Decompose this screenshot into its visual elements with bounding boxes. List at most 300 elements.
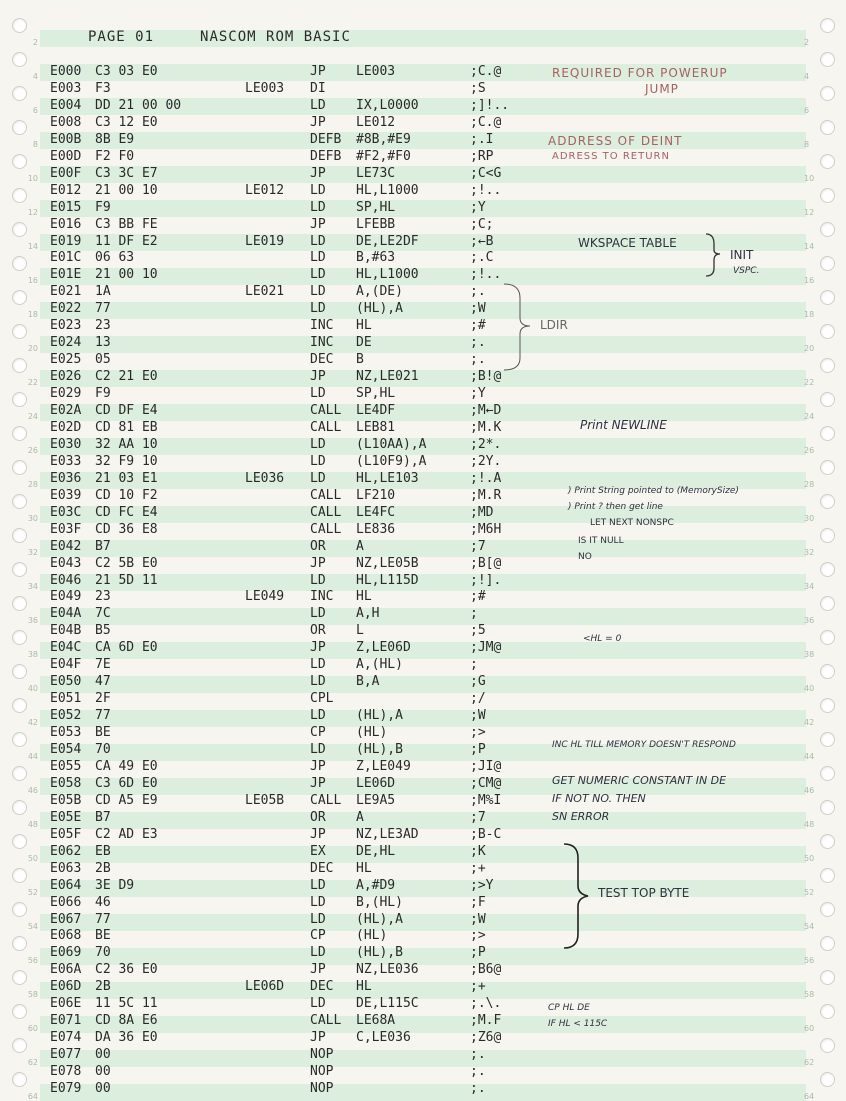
form-line-number: 36 [804, 616, 815, 625]
listing-addr: E039 [50, 487, 82, 503]
listing-op: LD [310, 97, 326, 113]
greenbar-stripe [40, 336, 806, 353]
listing-hex: 7E [95, 657, 111, 673]
form-line-number: 40 [804, 684, 815, 693]
listing-operand: LE73C [356, 165, 396, 181]
feed-hole [820, 596, 835, 611]
greenbar-stripe [40, 846, 806, 863]
feed-hole [12, 800, 27, 815]
listing-comment: ;> [470, 725, 486, 741]
listing-hex: 32 AA 10 [95, 436, 158, 452]
listing-hex: F9 [95, 386, 111, 402]
listing-comment: ;RP [470, 148, 494, 164]
listing-addr: E029 [50, 386, 82, 402]
listing-op: DEC [310, 979, 334, 995]
feed-hole [12, 868, 27, 883]
listing-comment: ; [470, 606, 478, 622]
feed-hole [12, 52, 27, 67]
feed-hole [12, 120, 27, 135]
listing-hex: 00 [95, 1081, 111, 1096]
form-line-number: 22 [804, 378, 815, 387]
listing-operand: DE,L115C [356, 996, 419, 1012]
form-line-number: 58 [804, 990, 815, 999]
greenbar-stripe [40, 676, 806, 693]
feed-hole [820, 766, 835, 781]
annotation-numeric-constant: GET NUMERIC CONSTANT IN DE [552, 774, 727, 787]
listing-operand: (HL),B [356, 742, 403, 757]
listing-op: LD [310, 572, 326, 588]
form-line-number: 42 [804, 718, 815, 727]
listing-op: CALL [310, 419, 342, 435]
listing-hex: 46 [95, 894, 111, 910]
feed-hole [820, 630, 835, 645]
listing-operand: B,A [356, 674, 380, 690]
form-line-number: 54 [804, 922, 815, 931]
listing-operand: HL [356, 979, 372, 995]
annotation-if-hl: IF HL < 115C [548, 1019, 608, 1029]
listing-comment: ;M←D [470, 403, 502, 418]
listing-op: JP [310, 758, 326, 774]
feed-hole [820, 494, 835, 509]
annotation-newline: Print NEWLINE [580, 418, 667, 432]
form-line-number: 44 [804, 752, 815, 761]
listing-comment: ;MD [470, 504, 494, 520]
listing-hex: 2B [95, 979, 111, 995]
listing-operand: NZ,LE3AD [356, 826, 419, 842]
feed-hole [12, 222, 27, 237]
feed-hole [820, 698, 835, 713]
listing-op: JP [310, 962, 326, 978]
listing-comment: ;# [470, 318, 486, 334]
form-line-number: 26 [27, 446, 38, 455]
listing-hex: 06 63 [95, 250, 135, 266]
feed-hole [12, 256, 27, 271]
listing-hex: C2 AD E3 [95, 826, 158, 842]
feed-hole [820, 358, 835, 373]
form-line-number: 38 [27, 650, 38, 659]
listing-op: NOP [310, 1081, 334, 1096]
listing-comment: ;. [470, 1064, 486, 1080]
listing-operand: NZ,LE036 [356, 962, 419, 978]
annotation-no: NO [578, 552, 592, 562]
feed-hole [820, 188, 835, 203]
feed-hole [820, 562, 835, 577]
listing-op: LD [310, 894, 326, 910]
form-line-number: 28 [27, 480, 38, 489]
greenbar-stripe [40, 914, 806, 931]
listing-addr: E077 [50, 1047, 82, 1063]
listing-hex: 11 DF E2 [95, 233, 158, 249]
listing-hex: C3 6D E0 [95, 775, 158, 791]
listing-op: JP [310, 640, 326, 656]
feed-hole [820, 970, 835, 985]
listing-op: OR [310, 538, 326, 554]
feed-hole [820, 1038, 835, 1053]
listing-op: JP [310, 826, 326, 842]
listing-addr: E053 [50, 725, 82, 741]
listing-operand: B [356, 352, 364, 368]
listing-addr: E022 [50, 301, 82, 317]
form-line-number: 4 [32, 72, 38, 81]
listing-hex: 70 [95, 945, 111, 961]
listing-addr: E055 [50, 758, 82, 774]
listing-addr: E051 [50, 691, 82, 707]
listing-addr: E067 [50, 911, 82, 927]
form-line-number: 64 [804, 1092, 815, 1101]
form-line-number: 14 [804, 242, 815, 251]
listing-comment: ;F [470, 894, 486, 910]
listing-hex: 21 00 10 [95, 182, 158, 198]
listing-operand: NZ,LE021 [356, 369, 419, 385]
form-line-number: 48 [804, 820, 815, 829]
listing-addr: E079 [50, 1081, 82, 1096]
feed-hole [820, 664, 835, 679]
listing-op: JP [310, 369, 326, 385]
listing-op: OR [310, 809, 326, 825]
listing-comment: ;+ [470, 860, 486, 876]
listing-comment: ;W [470, 301, 486, 317]
listing-operand: HL [356, 860, 372, 876]
listing-op: INC [310, 318, 334, 334]
listing-op: LD [310, 233, 326, 249]
form-line-number: 38 [804, 650, 815, 659]
listing-comment: ;.I [470, 131, 494, 147]
listing-comment: ;7 [470, 809, 486, 825]
listing-comment: ;K [470, 843, 486, 859]
listing-addr: E025 [50, 352, 82, 368]
listing-hex: 21 5D 11 [95, 572, 158, 588]
listing-addr: E04B [50, 623, 82, 639]
listing-addr: E05B [50, 792, 82, 808]
feed-hole [12, 290, 27, 305]
listing-comment: ;W [470, 911, 486, 927]
form-line-number: 8 [32, 140, 38, 149]
listing-comment: ;B6@ [470, 962, 502, 978]
listing-comment: ;C; [470, 216, 494, 232]
listing-comment: ;M.K [470, 419, 502, 435]
listing-operand: HL,L115D [356, 572, 419, 588]
listing-addr: E052 [50, 708, 82, 724]
feed-hole [12, 324, 27, 339]
greenbar-stripe [40, 710, 806, 727]
form-line-number: 34 [804, 582, 815, 591]
listing-comment: ;P [470, 945, 486, 961]
listing-operand: (HL),B [356, 945, 403, 961]
listing-op: LD [310, 436, 326, 452]
form-line-number: 24 [804, 412, 815, 421]
form-line-number: 26 [804, 446, 815, 455]
feed-hole [12, 970, 27, 985]
listing-addr: E06A [50, 962, 82, 978]
listing-operand: NZ,LE05B [356, 555, 419, 571]
listing-op: LD [310, 250, 326, 266]
listing-addr: E021 [50, 284, 82, 300]
listing-addr: E054 [50, 742, 82, 757]
listing-addr: E02A [50, 403, 82, 418]
greenbar-stripe [40, 608, 806, 625]
listing-comment: ;# [470, 589, 486, 605]
listing-hex: 3E D9 [95, 877, 135, 893]
feed-hole [820, 256, 835, 271]
listing-comment: ;!.. [470, 182, 502, 198]
listing-addr: E036 [50, 470, 82, 486]
listing-op: INC [310, 589, 334, 605]
listing-op: NOP [310, 1047, 334, 1063]
listing-op: CALL [310, 521, 342, 537]
listing-op: LD [310, 877, 326, 893]
feed-hole [820, 732, 835, 747]
listing-hex: 2F [95, 691, 111, 707]
listing-op: CPL [310, 691, 334, 707]
listing-comment: ;> [470, 928, 486, 944]
form-line-number: 58 [27, 990, 38, 999]
annotation-vspc: VSPC. [733, 266, 760, 276]
listing-addr: E016 [50, 216, 82, 232]
form-line-number: 16 [804, 276, 815, 285]
listing-addr: E063 [50, 860, 82, 876]
feed-hole [12, 1038, 27, 1053]
form-line-number: 2 [804, 38, 810, 47]
listing-addr: E042 [50, 538, 82, 554]
listing-operand: HL [356, 318, 372, 334]
listing-addr: E00F [50, 165, 82, 181]
form-line-number: 52 [804, 888, 815, 897]
listing-addr: E066 [50, 894, 82, 910]
listing-operand: A,#D9 [356, 877, 396, 893]
page-label: PAGE 01 [88, 29, 155, 45]
feed-hole [12, 630, 27, 645]
listing-hex: B7 [95, 538, 111, 554]
listing-hex: CD 36 E8 [95, 521, 158, 537]
listing-hex: C2 5B E0 [95, 555, 158, 571]
form-line-number: 12 [804, 208, 815, 217]
listing-op: CALL [310, 792, 342, 808]
listing-addr: E043 [50, 555, 82, 571]
feed-hole [12, 562, 27, 577]
annotation-init: INIT [730, 248, 754, 262]
ldir-brace [500, 282, 540, 372]
form-line-number: 12 [27, 208, 38, 217]
listing-op: CP [310, 725, 326, 741]
listing-comment: ;.C [470, 250, 494, 266]
listing-label: LE003 [245, 80, 285, 96]
listing-hex: BE [95, 928, 111, 944]
listing-operand: A [356, 538, 364, 554]
listing-hex: F3 [95, 80, 111, 96]
listing-hex: DA 36 E0 [95, 1030, 158, 1046]
form-line-number: 6 [804, 106, 810, 115]
listing-comment: ;>Y [470, 877, 494, 893]
feed-hole [12, 494, 27, 509]
listing-addr: E064 [50, 877, 82, 893]
listing-comment: ;M.F [470, 1013, 502, 1029]
listing-op: LD [310, 945, 326, 961]
listing-addr: E003 [50, 80, 82, 96]
listing-addr: E024 [50, 335, 82, 351]
listing-addr: E062 [50, 843, 82, 859]
feed-hole [12, 902, 27, 917]
feed-hole [820, 528, 835, 543]
listing-hex: C3 12 E0 [95, 114, 158, 130]
form-line-number: 22 [27, 378, 38, 387]
listing-operand: DE,LE2DF [356, 233, 419, 249]
feed-hole [12, 86, 27, 101]
listing-comment: ;5 [470, 623, 486, 639]
listing-comment: ;G [470, 674, 486, 690]
listing-hex: 32 F9 10 [95, 453, 158, 469]
listing-hex: B7 [95, 809, 111, 825]
listing-addr: E000 [50, 64, 82, 79]
form-line-number: 40 [27, 684, 38, 693]
listing-comment: ;M%I [470, 792, 502, 808]
feed-hole [820, 154, 835, 169]
listing-addr: E015 [50, 199, 82, 215]
listing-op: CALL [310, 1013, 342, 1029]
listing-operand: Z,LE06D [356, 640, 411, 656]
listing-comment: ;!]. [470, 572, 502, 588]
feed-hole [820, 324, 835, 339]
listing-comment: ;/ [470, 691, 486, 707]
listing-addr: E074 [50, 1030, 82, 1046]
listing-comment: ;B[@ [470, 555, 502, 571]
listing-addr: E033 [50, 453, 82, 469]
listing-comment: ;. [470, 1081, 486, 1096]
form-line-number: 62 [804, 1058, 815, 1067]
form-line-number: 30 [804, 514, 815, 523]
annotation-not-number: IF NOT NO. THEN [552, 792, 646, 805]
listing-label: LE049 [245, 589, 285, 605]
greenbar-stripe [40, 1050, 806, 1067]
listing-comment: ;M6H [470, 521, 502, 537]
listing-operand: (HL) [356, 928, 388, 944]
listing-comment: ;B!@ [470, 369, 502, 385]
listing-comment: ;CM@ [470, 775, 502, 791]
listing-op: CP [310, 928, 326, 944]
feed-hole [12, 154, 27, 169]
feed-hole [12, 766, 27, 781]
feed-hole [12, 18, 27, 33]
form-line-number: 50 [27, 854, 38, 863]
listing-hex: 13 [95, 335, 111, 351]
listing-operand: SP,HL [356, 386, 396, 402]
form-line-number: 60 [804, 1024, 815, 1033]
listing-op: LD [310, 911, 326, 927]
listing-operand: LFEBB [356, 216, 396, 232]
annotation-null: IS IT NULL [578, 536, 624, 546]
feed-hole [12, 834, 27, 849]
feed-hole [820, 392, 835, 407]
form-line-number: 18 [27, 310, 38, 319]
listing-operand: IX,L0000 [356, 97, 419, 113]
listing-addr: E06E [50, 996, 82, 1012]
listing-hex: 77 [95, 301, 111, 317]
form-line-number: 42 [27, 718, 38, 727]
feed-hole [12, 664, 27, 679]
listing-op: CALL [310, 487, 342, 503]
feed-hole [12, 1072, 27, 1087]
form-line-number: 10 [27, 174, 38, 183]
wkspace-brace [700, 230, 740, 280]
listing-operand: #8B,#E9 [356, 131, 411, 147]
listing-comment: ;.\. [470, 996, 502, 1012]
listing-op: JP [310, 165, 326, 181]
listing-addr: E008 [50, 114, 82, 130]
form-line-number: 24 [27, 412, 38, 421]
listing-comment: ;Z6@ [470, 1030, 502, 1046]
listing-addr: E058 [50, 775, 82, 791]
listing-comment: ;S [470, 80, 486, 96]
annotation-deint: ADDRESS OF DEINT [548, 134, 683, 148]
listing-hex: 00 [95, 1047, 111, 1063]
form-line-number: 16 [27, 276, 38, 285]
listing-operand: A,H [356, 606, 380, 622]
listing-operand: SP,HL [356, 199, 396, 215]
listing-op: LD [310, 742, 326, 757]
listing-op: LD [310, 996, 326, 1012]
listing-operand: DE [356, 335, 372, 351]
listing-addr: E068 [50, 928, 82, 944]
listing-hex: CD FC E4 [95, 504, 158, 520]
listing-addr: E05E [50, 809, 82, 825]
listing-addr: E023 [50, 318, 82, 334]
listing-operand: LE4FC [356, 504, 396, 520]
listing-addr: E04A [50, 606, 82, 622]
listing-comment: ;!.A [470, 470, 502, 486]
form-line-number: 18 [804, 310, 815, 319]
form-line-number: 28 [804, 480, 815, 489]
annotation-print-string: ) Print String pointed to (MemorySize) [568, 486, 739, 496]
annotation-powerup: REQUIRED FOR POWERUP [552, 66, 728, 80]
listing-comment: ; [470, 657, 478, 673]
feed-hole [12, 732, 27, 747]
listing-op: DEC [310, 352, 334, 368]
listing-label: LE06D [245, 979, 285, 995]
annotation-jump: JUMP [645, 82, 679, 96]
listing-hex: 77 [95, 708, 111, 724]
test-top-byte-brace [560, 842, 596, 952]
feed-hole [820, 222, 835, 237]
annotation-cp-hl-de: CP HL DE [548, 1003, 590, 1013]
listing-hex: 23 [95, 589, 111, 605]
listing-addr: E050 [50, 674, 82, 690]
listing-op: LD [310, 182, 326, 198]
feed-hole [820, 52, 835, 67]
listing-hex: C2 21 E0 [95, 369, 158, 385]
listing-op: OR [310, 623, 326, 639]
listing-hex: F2 F0 [95, 148, 135, 164]
annotation-hl-zero: <HL = 0 [583, 634, 622, 644]
listing-addr: E05F [50, 826, 82, 842]
form-line-number: 62 [27, 1058, 38, 1067]
feed-hole [820, 902, 835, 917]
form-line-number: 48 [27, 820, 38, 829]
form-line-number: 54 [27, 922, 38, 931]
listing-operand: A [356, 809, 364, 825]
listing-hex: CD 8A E6 [95, 1013, 158, 1029]
form-line-number: 8 [804, 140, 810, 149]
annotation-inc-hl: INC HL TILL MEMORY DOESN'T RESPOND [552, 740, 736, 750]
listing-operand: LE4DF [356, 403, 396, 418]
feed-hole [820, 18, 835, 33]
listing-addr: E03F [50, 521, 82, 537]
form-line-number: 2 [32, 38, 38, 47]
greenbar-stripe [40, 1084, 806, 1101]
listing-label: LE021 [245, 284, 285, 300]
feed-hole [12, 358, 27, 373]
listing-hex: C3 BB FE [95, 216, 158, 232]
listing-comment: ;2Y. [470, 453, 502, 469]
listing-op: CALL [310, 403, 342, 418]
